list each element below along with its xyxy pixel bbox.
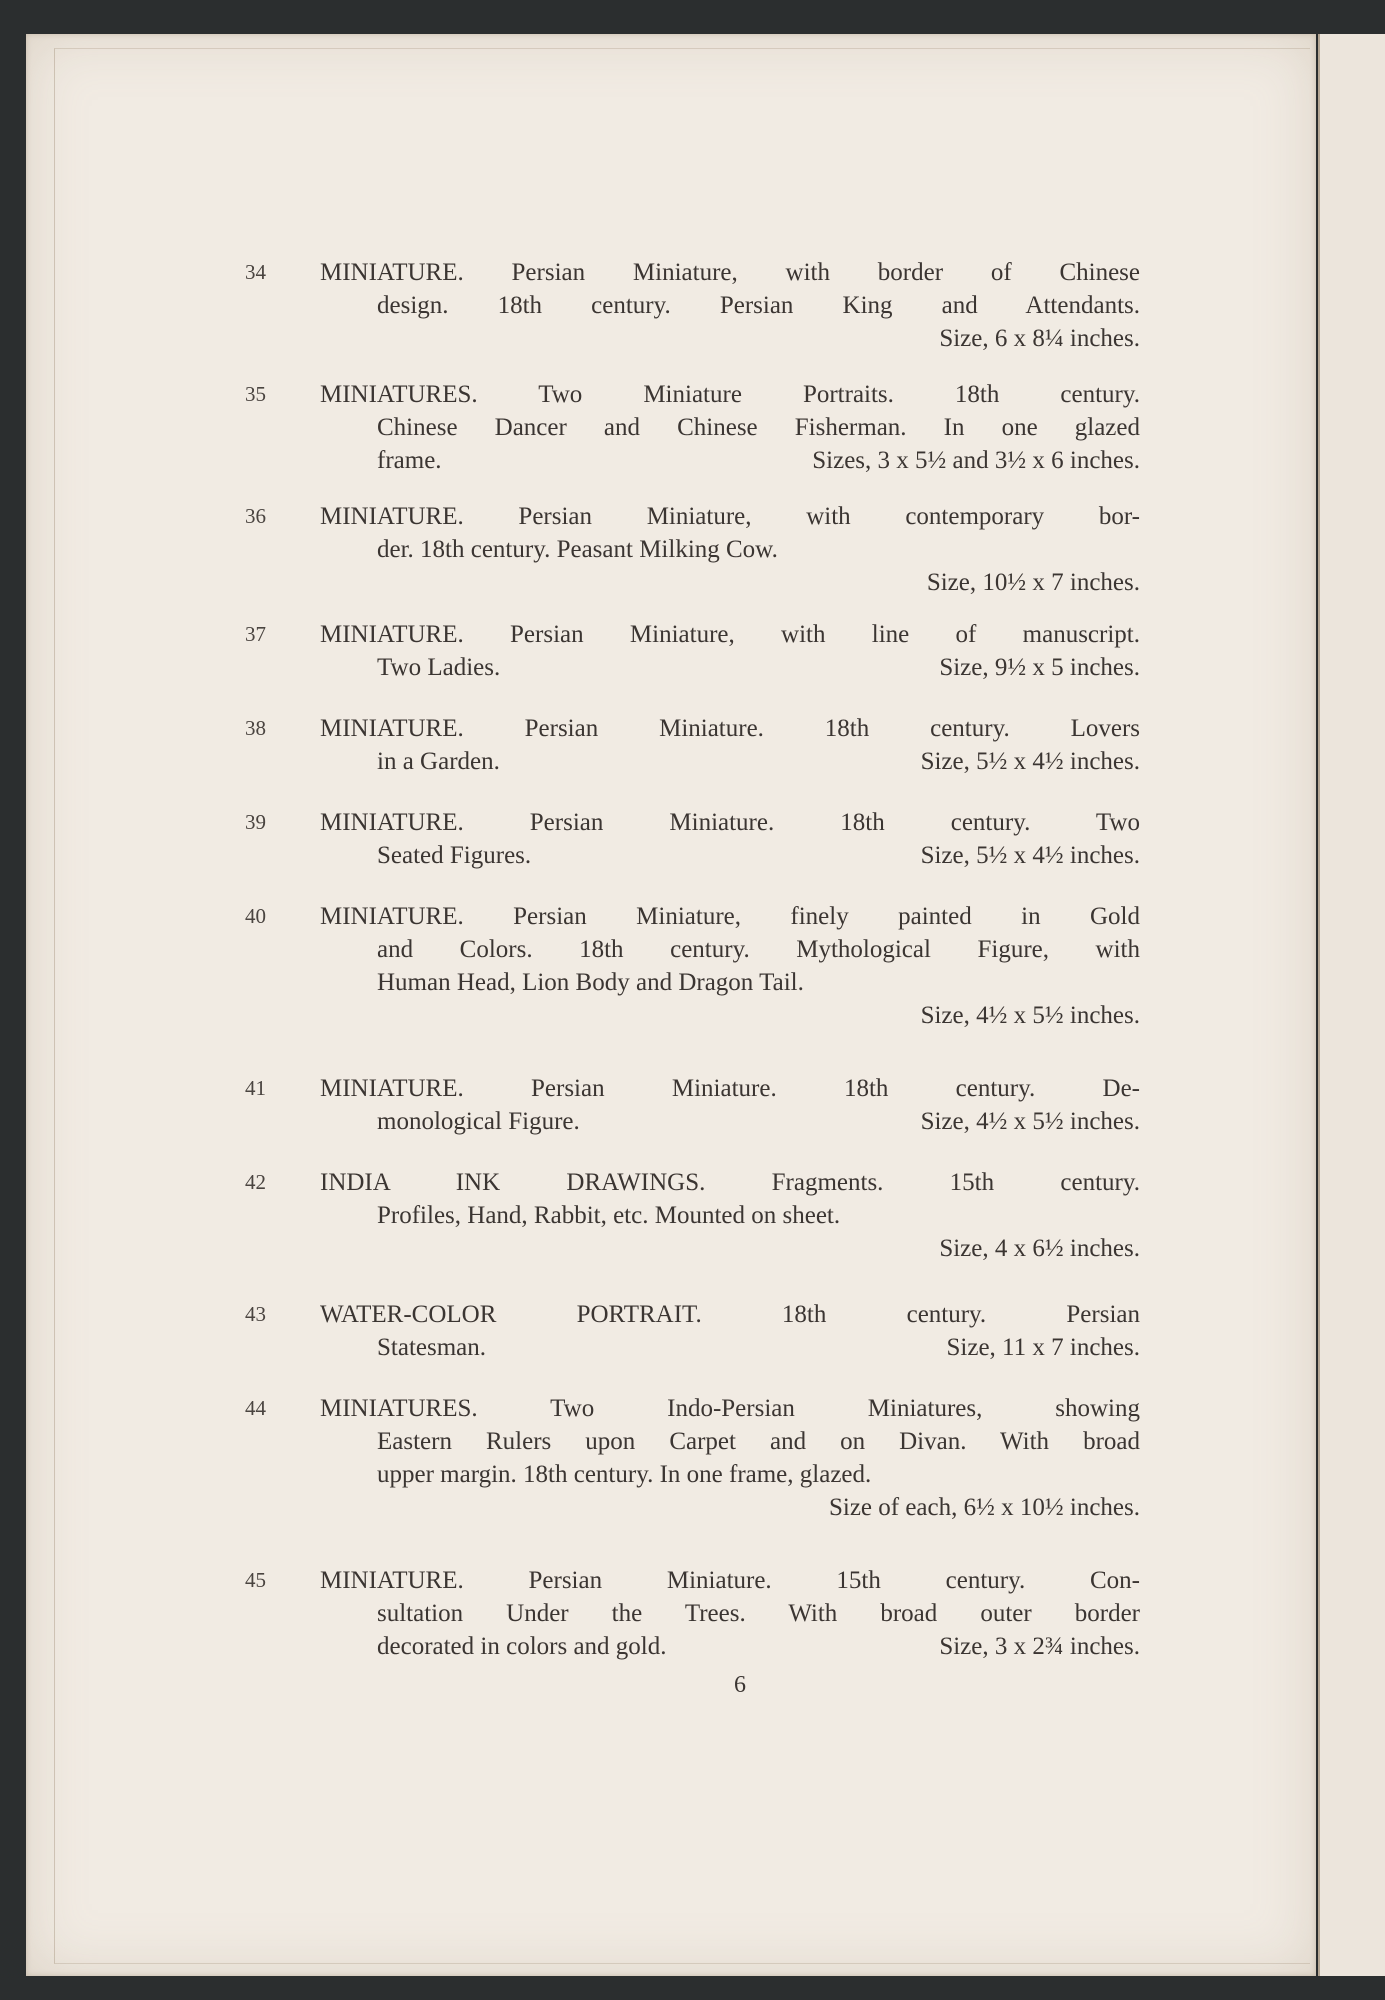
lot-number: 41 <box>245 1076 266 1100</box>
entry-line <box>320 651 1140 684</box>
entry-heading-line: MINIATURE. Persian Miniature. 18th century. De- <box>320 1075 1140 1102</box>
catalog-entry <box>245 1392 1140 1524</box>
entry-line: der. 18th century. Peasant Milking Cow. <box>377 536 778 563</box>
catalog-entry <box>245 378 1140 477</box>
lot-number: 44 <box>245 1396 266 1420</box>
catalog-entry <box>245 900 1140 1032</box>
lot-number: 45 <box>245 1568 266 1592</box>
entry-line: sultation Under the Trees. With broad outer border <box>377 1600 1140 1627</box>
entry-line: Chinese Dancer and Chinese Fisherman. In one glazed <box>377 414 1140 441</box>
entry-heading-line: MINIATURE. Persian Miniature. 15th century. Con- <box>320 1567 1140 1594</box>
entry-line-left: Seated Figures. <box>377 842 532 869</box>
catalog-entry <box>245 712 1140 778</box>
size-text: Size, 4½ x 5½ inches. <box>920 1002 1140 1029</box>
size-text: Size, 6 x 8¼ inches. <box>939 325 1140 352</box>
catalog-entry <box>245 1072 1140 1138</box>
lot-number: 38 <box>245 716 266 740</box>
entry-line: Profiles, Hand, Rabbit, etc. Mounted on sheet. <box>377 1202 841 1229</box>
lot-number: 43 <box>245 1302 266 1326</box>
entry-heading-line: MINIATURES. Two Miniature Portraits. 18th century. <box>320 381 1140 408</box>
entry-heading-line: MINIATURE. Persian Miniature, with line of manuscript. <box>320 621 1140 648</box>
page-number: 6 <box>734 1672 746 1698</box>
size-text: Size, 3 x 2¾ inches. <box>939 1633 1140 1660</box>
lot-number: 34 <box>245 260 266 284</box>
entry-heading-line: MINIATURE. Persian Miniature, with contemporary bor- <box>320 503 1140 530</box>
entry-heading-line: MINIATURE. Persian Miniature. 18th century. Two <box>320 809 1140 836</box>
lot-number: 42 <box>245 1170 266 1194</box>
size-text: Size, 9½ x 5 inches. <box>939 654 1140 681</box>
entry-line <box>320 1630 1140 1663</box>
size-text: Size, 10½ x 7 inches. <box>926 569 1140 596</box>
catalog-entry <box>245 1166 1140 1265</box>
lot-number: 35 <box>245 382 266 406</box>
size-text: Size, 5½ x 4½ inches. <box>920 842 1140 869</box>
entry-line <box>320 1105 1140 1138</box>
entry-line-left: frame. <box>377 447 442 474</box>
catalog-entry <box>245 1564 1140 1663</box>
size-text: Size, 4 x 6½ inches. <box>939 1235 1140 1262</box>
lot-number: 37 <box>245 622 266 646</box>
entry-line <box>320 444 1140 477</box>
entry-heading-line: MINIATURE. Persian Miniature, finely painted in Gold <box>320 903 1140 930</box>
lot-number: 36 <box>245 504 266 528</box>
entry-line: and Colors. 18th century. Mythological Figure, with <box>377 936 1140 963</box>
catalog-entry <box>245 618 1140 684</box>
entry-heading-line: MINIATURES. Two Indo-Persian Miniatures, showing <box>320 1395 1140 1422</box>
entry-line-left: Two Ladies. <box>377 654 501 681</box>
entry-line-left: Statesman. <box>377 1334 487 1361</box>
entry-line-left: in a Garden. <box>377 748 500 775</box>
entry-line: Human Head, Lion Body and Dragon Tail. <box>377 969 804 996</box>
catalog-entry <box>245 500 1140 599</box>
entry-heading-line: MINIATURE. Persian Miniature, with border of Chinese <box>320 259 1140 286</box>
catalog-entry <box>245 806 1140 872</box>
size-text: Size, 4½ x 5½ inches. <box>920 1108 1140 1135</box>
catalog-entry <box>245 1298 1140 1364</box>
entry-line-left: monological Figure. <box>377 1108 580 1135</box>
entry-line: Eastern Rulers upon Carpet and on Divan. With broad <box>377 1428 1140 1455</box>
entry-heading-line: MINIATURE. Persian Miniature. 18th century. Lovers <box>320 715 1140 742</box>
catalog-entry <box>245 256 1140 355</box>
entry-line-left: decorated in colors and gold. <box>377 1633 667 1660</box>
size-text: Size, 11 x 7 inches. <box>946 1334 1140 1361</box>
entry-line <box>320 1331 1140 1364</box>
entry-heading-line: WATER-COLOR PORTRAIT. 18th century. Persian <box>320 1301 1140 1328</box>
entry-line: upper margin. 18th century. In one frame, glazed. <box>377 1461 872 1488</box>
lot-number: 39 <box>245 810 266 834</box>
entry-line: design. 18th century. Persian King and Attendants. <box>377 292 1140 319</box>
entry-line <box>320 839 1140 872</box>
lot-number: 40 <box>245 904 266 928</box>
size-text: Sizes, 3 x 5½ and 3½ x 6 inches. <box>812 447 1140 474</box>
entry-heading-line: INDIA INK DRAWINGS. Fragments. 15th century. <box>320 1169 1140 1196</box>
entry-line <box>320 745 1140 778</box>
size-text: Size, 5½ x 4½ inches. <box>920 748 1140 775</box>
size-text: Size of each, 6½ x 10½ inches. <box>828 1494 1140 1521</box>
